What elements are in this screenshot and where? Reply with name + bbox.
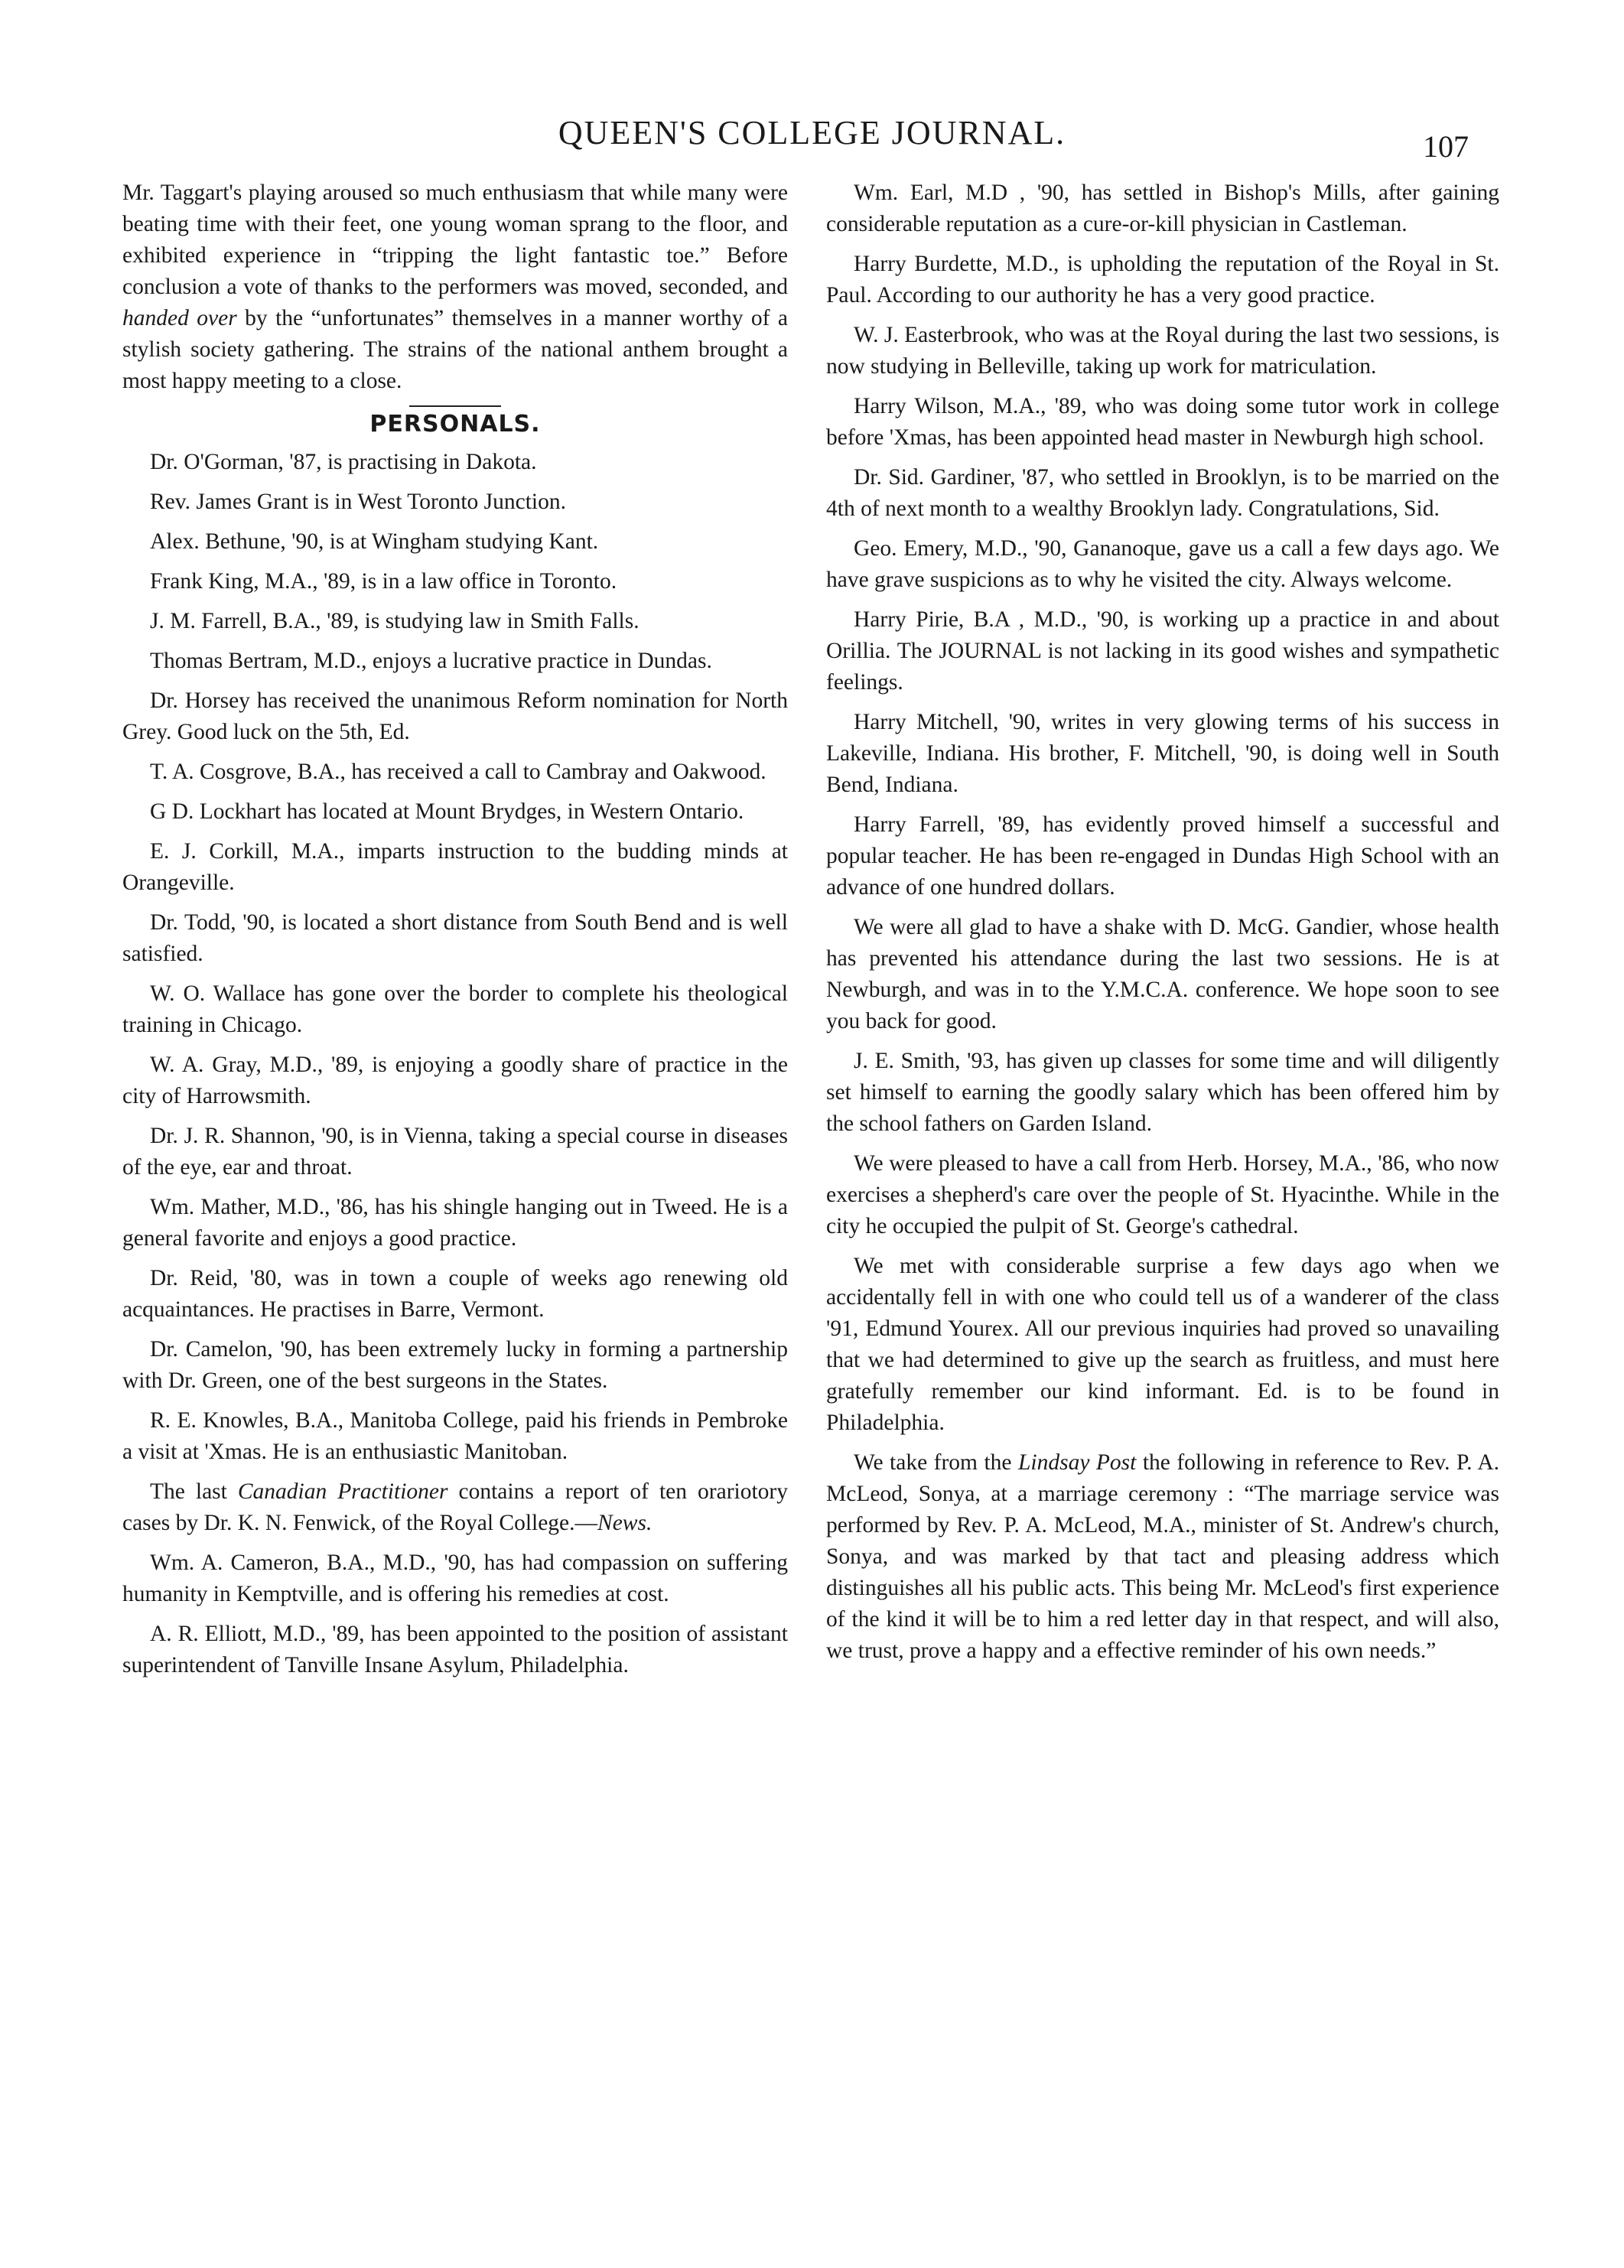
personal-item: W. A. Gray, M.D., '89, is enjoying a goodly share of practice in the city of Harrowsmith. bbox=[122, 1053, 788, 1108]
personal-item: Harry Mitchell, '90, writes in very glowing terms of his success in Lakeville, Indiana. His brother, F. Mitchell, '90, is doing well in South Bend, Indiana. bbox=[826, 710, 1499, 797]
personal-item: Dr. Horsey has received the unanimous Reform nomination for North Grey. Good luck on the 5th, Ed. bbox=[122, 688, 788, 744]
personal-item: Dr. Sid. Gardiner, '87, who settled in Brooklyn, is to be married on the 4th of next month to a wealthy Brooklyn lady. Congratulations, Sid. bbox=[826, 465, 1499, 521]
text-run: by the “unfortunates” themselves in a manner worthy of a stylish society gathering. The strains of the national anthem brought a most happy meeting to a close. bbox=[122, 306, 789, 393]
personal-item: Harry Farrell, '89, has evidently proved himself a successful and popular teacher. He has been re-engaged in Dundas High School with an advance of one hundred dollars. bbox=[826, 812, 1499, 900]
personal-item: Harry Wilson, M.A., '89, who was doing some tutor work in college before 'Xmas, has been appointed head master in Newburgh high school. bbox=[826, 394, 1499, 450]
personal-item: Wm. Mather, M.D., '86, has his shingle hanging out in Tweed. He is a general favorite and enjoys a good practice. bbox=[122, 1195, 788, 1251]
personal-item: Alex. Bethune, '90, is at Wingham studying Kant. bbox=[150, 529, 599, 554]
section-divider bbox=[409, 405, 501, 407]
personal-item: W. O. Wallace has gone over the border to complete his theological training in Chicago. bbox=[122, 981, 788, 1037]
personal-item: Wm. Earl, M.D , '90, has settled in Bishop's Mills, after gaining considerable reputation as a cure-or-kill physician in Castleman. bbox=[826, 181, 1499, 236]
section-heading: PERSONALS. bbox=[369, 411, 541, 438]
personal-item: J. M. Farrell, B.A., '89, is studying law in Smith Falls. bbox=[150, 609, 640, 633]
personal-item: We were all glad to have a shake with D. McG. Gandier, whose health has prevented his attendance during the last two sessions. He is at Newburgh, and was in to the Y.M.C.A. conference. We hope soon to see you back for good. bbox=[826, 915, 1499, 1033]
personal-item: Thomas Bertram, M.D., enjoys a lucrative practice in Dundas. bbox=[150, 649, 712, 673]
right-column bbox=[826, 177, 1499, 1675]
personal-item: W. J. Easterbrook, who was at the Royal during the last two sessions, is now studying in Belleville, taking up work for matriculation. bbox=[826, 323, 1499, 379]
personal-item: Wm. A. Cameron, B.A., M.D., '90, has had compassion on suffering humanity in Kemptville, and is offering his remedies at cost. bbox=[122, 1551, 788, 1606]
personal-item: Dr. O'Gorman, '87, is practising in Dakota. bbox=[150, 450, 537, 474]
personal-item: R. E. Knowles, B.A., Manitoba College, paid his friends in Pembroke a visit at 'Xmas. He is an enthusiastic Manitoban. bbox=[122, 1408, 788, 1464]
personal-item: We met with considerable surprise a few days ago when we accidentally fell in with one who could tell us of a wanderer of the class '91, Edmund Yourex. All our previous inquiries had proved so unavailing that we had determined to give up the search as fruitless, and must here gratefully remember our kind informant. Ed. is to be found in Philadelphia. bbox=[826, 1254, 1499, 1435]
personal-item: Frank King, M.A., '89, is in a law office in Toronto. bbox=[150, 569, 617, 594]
personal-item: A. R. Elliott, M.D., '89, has been appointed to the position of assistant superintendent of Tanville Insane Asylum, Philadelphia. bbox=[122, 1622, 788, 1677]
running-title: QUEEN'S COLLEGE JOURNAL. bbox=[558, 114, 1066, 151]
article-conclusion-paragraph bbox=[122, 177, 788, 397]
personal-item: Geo. Emery, M.D., '90, Gananoque, gave us a call a few days ago. We have grave suspicions as to why he visited the city. Always welcome. bbox=[826, 536, 1499, 592]
italic-text: Canadian Practitioner bbox=[237, 1479, 448, 1504]
personal-item: Harry Pirie, B.A , M.D., '90, is working up a practice in and about Orillia. The JOURNAL is not lacking in its good wishes and sympathetic feelings. bbox=[826, 607, 1499, 695]
personal-item: E. J. Corkill, M.A., imparts instruction to the budding minds at Orangeville. bbox=[122, 839, 788, 895]
personal-item: Rev. James Grant is in West Toronto Junction. bbox=[150, 490, 566, 514]
text-run: the following in reference to Rev. P. A. McLeod, Sonya, at a marriage ceremony : “The marriage service was performed by Rev. P. A. McLeod, M.A., minister of St. Andrew's church, Sonya, and was marked by that tact and pleasing address which distinguishes all his public acts. This being Mr. McLeod's first experience of the kind it will be to him a red letter day in that respect, and will also, we trust, prove a happy and a effective reminder of his own needs.” bbox=[826, 1450, 1500, 1663]
left-column bbox=[122, 177, 788, 1690]
text-run: contains a report of ten orariotory cases by Dr. K. N. Fenwick, of the Royal College.— bbox=[122, 1479, 788, 1535]
personal-item: Harry Burdette, M.D., is upholding the reputation of the Royal in St. Paul. According to our authority he has a very good practice. bbox=[826, 252, 1499, 307]
personal-item: T. A. Cosgrove, B.A., has received a call to Cambray and Oakwood. bbox=[150, 760, 766, 784]
personal-item: J. E. Smith, '93, has given up classes for some time and will diligently set himself to earning the goodly salary which has been offered him by the school fathers on Garden Island. bbox=[826, 1049, 1499, 1136]
personals-list-left-closing bbox=[122, 1547, 788, 1681]
text-run: We take from the bbox=[854, 1450, 1018, 1475]
text-run: The last bbox=[150, 1479, 238, 1504]
italic-text: Lindsay Post bbox=[1017, 1450, 1137, 1475]
personal-item: G D. Lockhart has located at Mount Brydges, in Western Ontario. bbox=[150, 799, 744, 824]
personals-list-left bbox=[122, 447, 788, 1468]
personal-item: Dr. J. R. Shannon, '90, is in Vienna, taking a special course in diseases of the eye, ear and throat. bbox=[122, 1124, 788, 1180]
personal-item: Dr. Reid, '80, was in town a couple of weeks ago renewing old acquaintances. He practises in Barre, Vermont. bbox=[122, 1266, 788, 1322]
personal-item: We were pleased to have a call from Herb. Horsey, M.A., '86, who now exercises a shepherd's care over the people of St. Hyacinthe. While in the city he occupied the pulpit of St. George's cathedral. bbox=[826, 1151, 1499, 1238]
personal-item bbox=[826, 1447, 1499, 1667]
personal-item bbox=[122, 1476, 788, 1539]
personal-item: Dr. Camelon, '90, has been extremely lucky in forming a partnership with Dr. Green, one of the best surgeons in the States. bbox=[122, 1337, 788, 1393]
page-number: 107 bbox=[1423, 129, 1469, 164]
italic-text: handed over bbox=[122, 306, 237, 330]
personals-list-right bbox=[826, 177, 1499, 1439]
personal-item: Dr. Todd, '90, is located a short distance from South Bend and is well satisfied. bbox=[122, 910, 788, 966]
italic-text: News. bbox=[597, 1511, 653, 1535]
text-run: Mr. Taggart's playing aroused so much enthusiasm that while many were beating time with their feet, one young woman sprang to the floor, and exhibited experience in “tripping the light fantastic toe.” Before conclusion a vote of thanks to the performers was moved, seconded, and bbox=[122, 181, 788, 299]
